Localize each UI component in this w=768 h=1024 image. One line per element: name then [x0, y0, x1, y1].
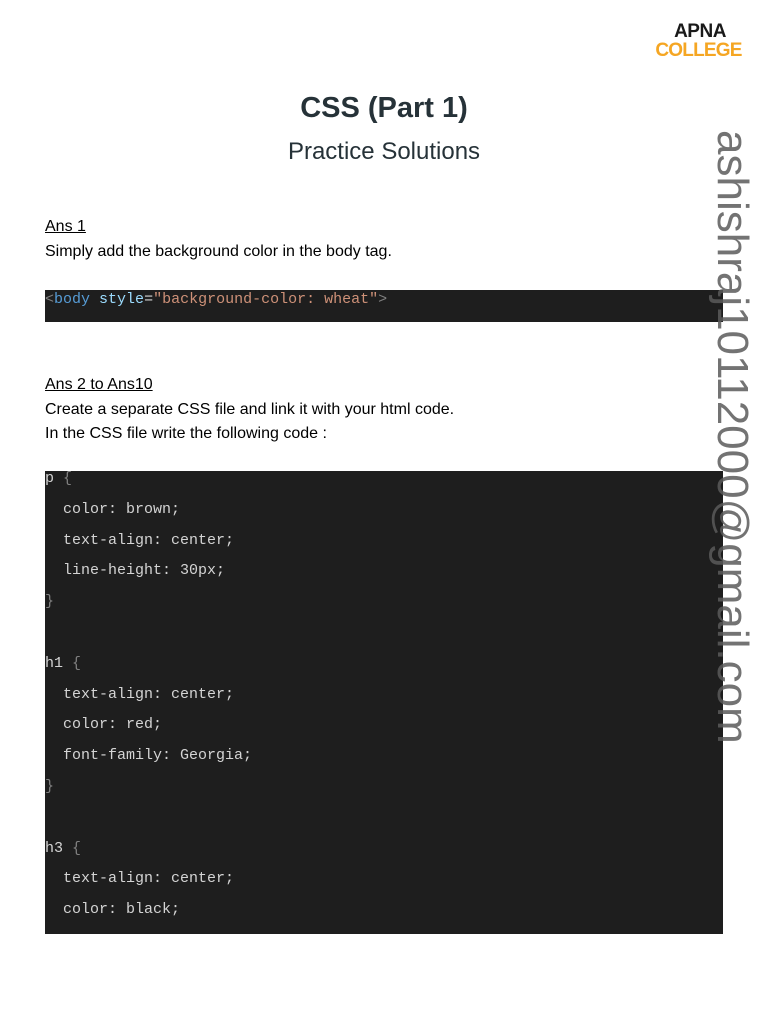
code-block-css: [45, 471, 723, 934]
code-token-text: text-align: center;: [45, 685, 235, 703]
code-token-brace: }: [45, 778, 55, 795]
code-token-brace: {: [72, 654, 82, 672]
code-line: [45, 900, 180, 920]
page-subtitle: Practice Solutions: [287, 138, 481, 165]
code-line: [45, 685, 234, 705]
code-line: [45, 469, 72, 489]
code-token-text: color: red;: [45, 716, 163, 734]
code-token-tag: body: [54, 291, 91, 308]
code-token-text: color: brown;: [45, 500, 181, 518]
section-ans2-paragraph-1: Create a separate CSS file and link it with your html code.: [45, 401, 455, 418]
code-token-selector: h1: [45, 654, 64, 672]
code-line: [45, 777, 54, 797]
code-token-text: text-align: center;: [45, 531, 235, 549]
section-heading-ans1: Ans 1: [45, 218, 86, 235]
code-token-selector: h3: [45, 839, 64, 857]
code-line: [45, 746, 252, 766]
section-ans1-paragraph: Simply add the background color in the body tag.: [45, 243, 392, 260]
code-token-selector: p: [45, 470, 55, 487]
logo-text-top: APNA: [674, 21, 726, 42]
code-line: [45, 561, 225, 581]
logo-text-bottom: COLLEGE: [655, 40, 742, 61]
code-token-text: text-align: center;: [45, 870, 235, 888]
code-token-brace: {: [72, 839, 82, 857]
email-watermark: [707, 130, 757, 890]
code-token-brace: {: [63, 470, 73, 487]
code-token-text: line-height: 30px;: [45, 562, 226, 580]
section-heading-ans2-10: Ans 2 to Ans10: [45, 376, 153, 393]
section-ans2-paragraph-2: In the CSS file write the following code :: [45, 425, 327, 442]
code-line: [45, 531, 234, 551]
code-token-bracket: >: [378, 291, 388, 308]
code-line: [45, 654, 81, 674]
code-line: [45, 500, 180, 520]
code-token-eq: =: [144, 291, 154, 308]
code-token-text: color: black;: [45, 901, 181, 919]
code-token-attr: style: [99, 291, 145, 308]
code-token-brace: }: [45, 593, 55, 611]
page-title: CSS (Part 1): [300, 92, 468, 124]
apna-college-logo: [655, 22, 745, 61]
code-token-bracket: <: [45, 291, 55, 308]
code-token-text: font-family: Georgia;: [45, 747, 253, 765]
code-block-body-tag: [45, 290, 723, 322]
code-line: [45, 291, 387, 309]
code-line: [45, 592, 54, 612]
watermark-text: ashishraj10112000@gmail.com: [708, 130, 757, 744]
code-token-string: "background-color: wheat": [153, 291, 379, 308]
code-line: [45, 869, 234, 889]
code-line: [45, 715, 162, 735]
code-line: [45, 839, 81, 859]
